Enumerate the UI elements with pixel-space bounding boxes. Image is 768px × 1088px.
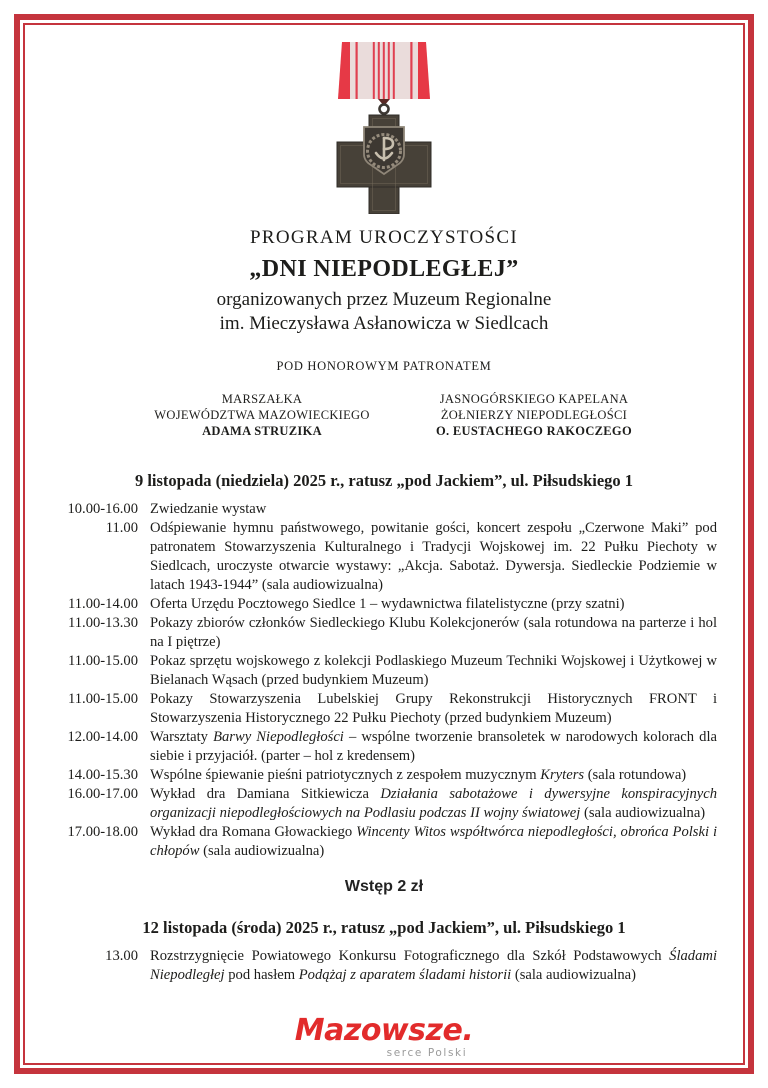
event-description — [150, 500, 717, 519]
event-text-italic: Podążaj z aparatem śladami historii — [298, 967, 512, 983]
schedule-row — [50, 947, 717, 985]
time-label: 11.00-14.00 — [68, 596, 138, 612]
schedule-row — [50, 595, 717, 614]
time-label: 13.00 — [105, 948, 138, 964]
event-text: Wykład dra Damiana Sitkiewicza — [150, 786, 381, 802]
mazowsze-logo-text: Mazowsze. — [294, 1013, 474, 1048]
event-description — [150, 519, 717, 595]
event-text: Odśpiewanie hymnu państwowego, powitanie gości, koncert zespołu „Czerwone Maki” pod patronatem Stowarzyszenia Kulturalnego i Tradycji Wojskowej im. 22 Pułku Piechoty w Siedlcach, uroczyste otwarcie wystawy: „Akcja. Sabotaż. Dywersja. Siedleckie Podziemie w latach 1943-1944” (sala audiowizualna) — [150, 520, 717, 593]
event-text: (sala audiowizualna) — [199, 843, 325, 859]
time-label: 14.00-15.30 — [67, 767, 138, 783]
day1-heading: 9 listopada (niedziela) 2025 r., ratusz „pod Jackiem”, ul. Piłsudskiego 1 — [134, 471, 634, 490]
patron-columns — [39, 391, 757, 439]
event-text: Zwiedzanie wystaw — [150, 501, 267, 517]
organizer-line-1: organizowanych przez Muzeum Regionalne — [216, 289, 552, 310]
schedule-row — [50, 614, 717, 652]
event-text: Wspólne śpiewanie pieśni patriotycznych z zespołem muzycznym — [150, 767, 541, 783]
patron-left — [126, 391, 398, 439]
schedule-row — [50, 652, 717, 690]
patron-left-line-1: MARSZAŁKA — [221, 392, 303, 406]
medal-image — [25, 42, 743, 214]
time-label: 11.00-13.30 — [68, 615, 138, 631]
patron-right-line-1: JASNOGÓRSKIEGO KAPELANA — [439, 392, 629, 406]
day2-schedule — [50, 947, 717, 985]
time-label: 11.00 — [105, 520, 138, 536]
event-description — [150, 614, 717, 652]
event-text: Rozstrzygnięcie Powiatowego Konkursu Fotograficznego dla Szkół Podstawowych — [150, 948, 670, 964]
day1-schedule — [50, 500, 717, 861]
time-label: 16.00-17.00 — [67, 786, 138, 802]
event-text: Wykład dra Romana Głowackiego — [150, 824, 357, 840]
event-text-italic: Kryters — [540, 767, 585, 783]
schedule-row — [50, 728, 717, 766]
event-text: Warsztaty — [150, 729, 214, 745]
event-text: pod hasłem — [224, 967, 299, 983]
logo-tagline: serce Polski — [386, 1047, 468, 1059]
time-label: 11.00-15.00 — [68, 653, 138, 669]
event-description — [150, 690, 717, 728]
schedule-row — [50, 785, 717, 823]
event-text: (sala audiowizualna) — [580, 805, 706, 821]
footer-logo — [25, 1015, 743, 1061]
event-text: (sala audiowizualna) — [511, 967, 637, 983]
event-title: „DNI NIEPODLEGŁEJ” — [249, 256, 519, 282]
schedule-row — [50, 766, 717, 785]
event-description — [150, 595, 717, 614]
schedule-row — [50, 519, 717, 595]
patron-right-name: O. EUSTACHEGO RAKOCZEGO — [436, 424, 632, 438]
armia-krajowa-cross-medal-icon — [336, 42, 432, 214]
event-description — [150, 766, 717, 785]
program-page — [25, 25, 743, 1063]
event-text-italic: Wincenty Witos współtwórca niepodległości, obrońca Polski i chłopów — [150, 824, 717, 859]
schedule-row — [50, 823, 717, 861]
event-description — [150, 652, 717, 690]
time-label: 12.00-14.00 — [67, 729, 138, 745]
event-description — [150, 785, 717, 823]
event-text: (sala rotundowa) — [584, 767, 687, 783]
organizer-line-2: im. Mieczysława Asłanowicza w Siedlcach — [219, 313, 549, 334]
event-text: Oferta Urzędu Pocztowego Siedlce 1 – wydawnictwa filatelistyczne (przy szatni) — [150, 596, 625, 612]
patron-left-name: ADAMA STRUZIKA — [202, 424, 322, 438]
event-text: Pokazy zbiorów członków Siedleckiego Klubu Kolekcjonerów (sala rotundowa na parterze i hol na I piętrze) — [150, 615, 717, 650]
event-text-italic: Śladami Niepodległej — [150, 948, 717, 983]
time-label: 10.00-16.00 — [67, 501, 138, 517]
schedule-row — [50, 690, 717, 728]
event-description — [150, 947, 717, 985]
day2-heading: 12 listopada (środa) 2025 r., ratusz „pod Jackiem”, ul. Piłsudskiego 1 — [142, 918, 626, 937]
time-label: 17.00-18.00 — [67, 824, 138, 840]
patron-right — [398, 391, 670, 439]
event-text-italic: Działania sabotażowe i dywersyjne konspiracyjnych organizacji niepodległościowych na Podlasiu podczas II wojny światowej — [150, 786, 717, 821]
event-description — [150, 728, 717, 766]
event-description — [150, 823, 717, 861]
program-label: PROGRAM UROCZYSTOŚCI — [250, 227, 518, 248]
patron-right-line-2: ŻOŁNIERZY NIEPODLEGŁOŚCI — [440, 408, 628, 422]
time-label: 11.00-15.00 — [68, 691, 138, 707]
schedule-row — [50, 500, 717, 519]
admission-note: Wstęp 2 zł — [344, 878, 424, 895]
patron-left-line-2: WOJEWÓDZTWA MAZOWIECKIEGO — [154, 408, 370, 422]
event-text-italic: Barwy Niepodległości — [213, 729, 344, 745]
event-text: Pokazy Stowarzyszenia Lubelskiej Grupy Rekonstrukcji Historycznych FRONT i Stowarzyszenia Historycznego 22 Pułku Piechoty (przed budynkiem Muzeum) — [150, 691, 717, 726]
patronage-heading: POD HONOROWYM PATRONATEM — [276, 359, 492, 373]
mazowsze-logo — [295, 1015, 473, 1059]
event-text: Pokaz sprzętu wojskowego z kolekcji Podlaskiego Muzeum Techniki Wojskowej i Użytkowej w Bielanach Wąsach (przed budynkiem Muzeum) — [150, 653, 717, 688]
event-text: – wspólne tworzenie bransoletek w narodowych kolorach dla siebie i przyjaciół. (parter – hol z kredensem) — [150, 729, 717, 764]
